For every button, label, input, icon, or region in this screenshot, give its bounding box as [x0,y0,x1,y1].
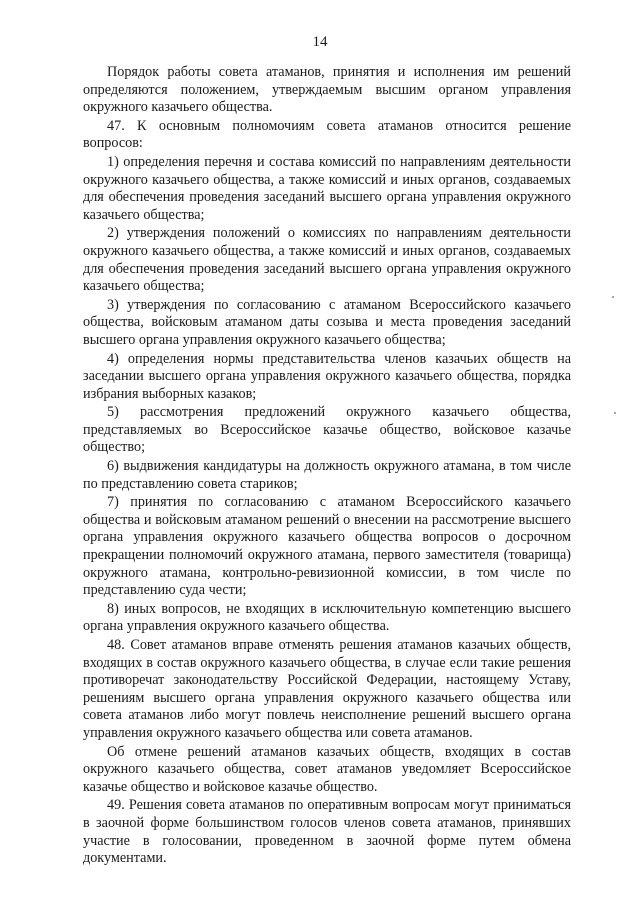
scan-speck [612,296,614,298]
list-item-8: 8) иных вопросов, не входящих в исключительную компетенцию высшего органа управления окружного казачьего общества. [83,600,571,635]
list-item-2: 2) утверждения положений о комиссиях по направлениям деятельности окружного казачьего общества, а также комиссий и иных органов, создаваемых для обеспечения проведения заседаний высшего органа управления окружного казачьего общества; [83,225,571,295]
paragraph-49: 49. Решения совета атаманов по оперативным вопросам могут приниматься в заочной форме большинством голосов членов совета атаманов, принявших участие в голосовании, проведенном в заочной форме путем обмена документами. [83,797,571,867]
list-item-4: 4) определения нормы представительства членов казачьих обществ на заседании высшего органа управления окружного казачьего общества, порядка избрания выборных казаков; [83,350,571,402]
list-item-5: 5) рассмотрения предложений окружного казачьего общества, представляемых во Всероссийское казачье общество, войсковое казачье общество; [83,404,571,456]
paragraph-48-notification: Об отмене решений атаманов казачьих обществ, входящих в состав окружного казачьего общества, совет атаманов уведомляет Всероссийское казачье общество и войсковое казачье общество. [83,743,571,795]
page-number: 14 [312,34,328,50]
list-item-7: 7) принятия по согласованию с атаманом Всероссийского казачьего общества и войсковым атаманом решений о внесении на рассмотрение высшего органа управления окружного казачьего общества вопросов о досрочном прекращении полномочий окружного атамана, первого заместителя (товарища) окружного атамана, контрольно-ревизионной комиссии, в том числе по представлению суда чести; [83,494,571,599]
paragraph-48: 48. Совет атаманов вправе отменять решения атаманов казачьих обществ, входящих в состав окружного казачьего общества, в случае если такие решения противоречат законодательству Российской Федерации, настоящему Уставу, решениям высшего органа управления окружного казачьего общества или совета атаманов либо могут повлечь неисполнение решений высшего органа управления окружного казачьего общества или совета атаманов. [83,637,571,741]
list-item-1: 1) определения перечня и состава комиссий по направлениям деятельности окружного казачьего общества, а также комиссий и иных органов, создаваемых для обеспечения проведения заседаний высшего органа управления окружного казачьего общества; [83,153,571,223]
scan-speck [614,412,616,414]
list-item-3: 3) утверждения по согласованию с атаманом Всероссийского казачьего общества, войсковым атаманом даты созыва и места проведения заседаний высшего органа управления окружного казачьего общества; [83,296,571,348]
paragraph-council-procedure: Порядок работы совета атаманов, принятия и исполнения им решений определяются положением, утверждаемым высшим органом управления окружного казачьего общества. [83,64,571,116]
list-item-6: 6) выдвижения кандидатуры на должность окружного атамана, в том числе по представлению совета стариков; [83,458,571,492]
paragraph-47-heading: 47. К основным полномочиям совета атаманов относится решение вопросов: [83,117,571,152]
document-body [83,64,571,868]
